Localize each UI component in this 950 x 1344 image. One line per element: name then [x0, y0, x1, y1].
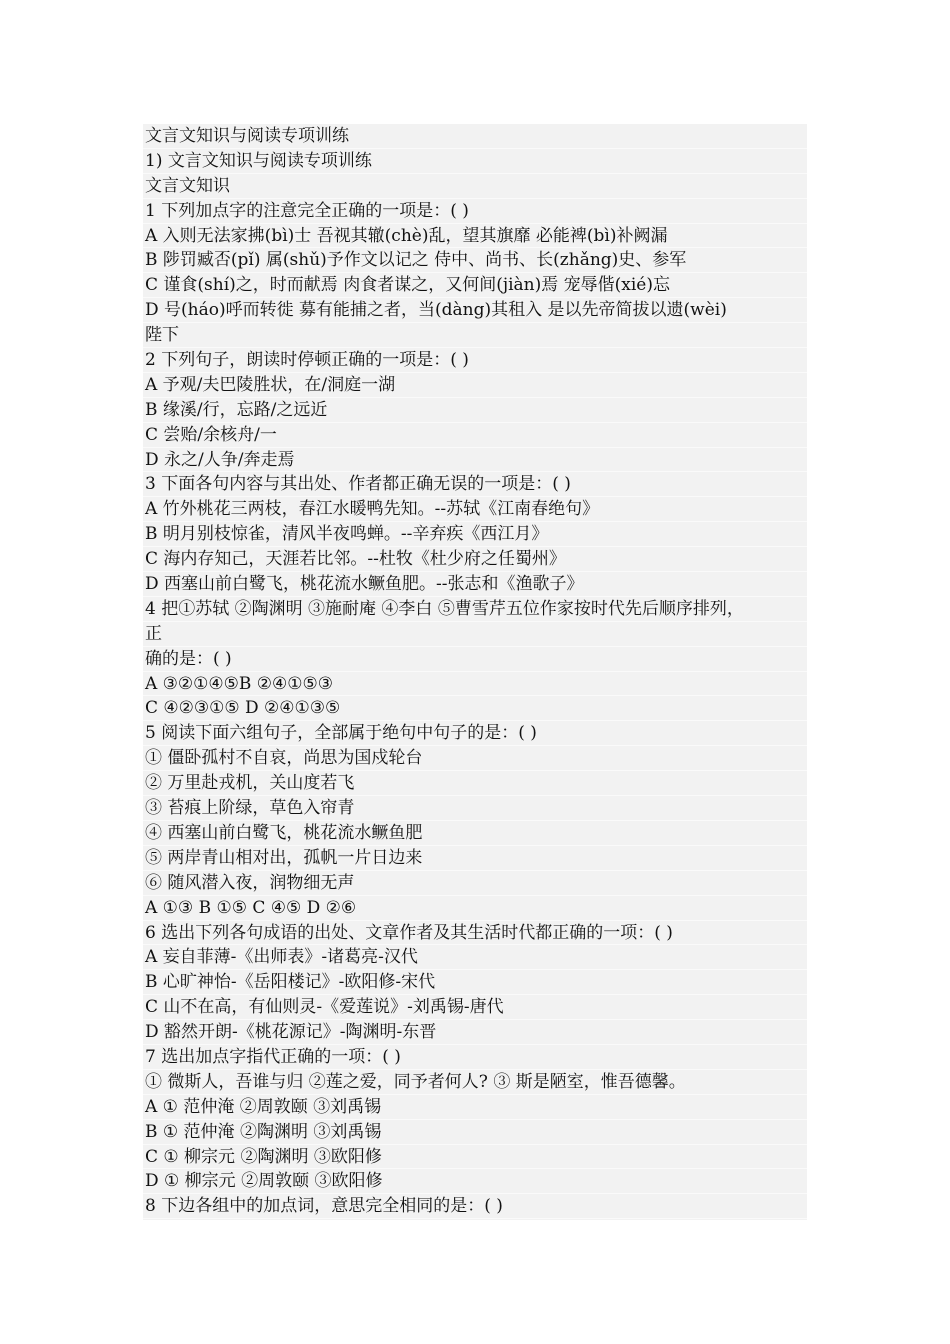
document-line: 2 下列句子，朗读时停顿正确的一项是：( ) [143, 348, 807, 373]
document-line: B 明月别枝惊雀，清风半夜鸣蝉。--辛弃疾《西江月》 [143, 522, 807, 547]
document-line: D 永之/人争/奔走焉 [143, 448, 807, 473]
document-line: 1) 文言文知识与阅读专项训练 [143, 149, 807, 174]
document-line: ① 微斯人，吾谁与归 ②莲之爱，同予者何人? ③ 斯是陋室，惟吾德馨。 [143, 1070, 807, 1095]
document-line: C 谨食(shí)之，时而献焉 肉食者谋之，又何间(jiàn)焉 宠辱偕(xié)忘 [143, 273, 807, 298]
document-line: 确的是：( ) [143, 647, 807, 672]
document-line: B 心旷神怡-《岳阳楼记》-欧阳修-宋代 [143, 970, 807, 995]
document-line: 1 下列加点字的注意完全正确的一项是：( ) [143, 199, 807, 224]
document-line: 6 选出下列各句成语的出处、文章作者及其生活时代都正确的一项：( ) [143, 921, 807, 946]
document-line: C 山不在高，有仙则灵-《爱莲说》-刘禹锡-唐代 [143, 995, 807, 1020]
document-line: B 陟罚臧否(pǐ) 属(shǔ)予作文以记之 侍中、尚书、长(zhǎng)史、参军 [143, 248, 807, 273]
document-line: ① 僵卧孤村不自哀，尚思为国戍轮台 [143, 746, 807, 771]
document-text-block [143, 124, 807, 1220]
document-line: C 海内存知己，天涯若比邻。--杜牧《杜少府之任蜀州》 [143, 547, 807, 572]
document-line: ② 万里赴戎机，关山度若飞 [143, 771, 807, 796]
document-line: ⑥ 随风潜入夜，润物细无声 [143, 871, 807, 896]
document-line: A 入则无法家拂(bì)士 吾视其辙(chè)乱，望其旗靡 必能裨(bì)补阙漏 [143, 224, 807, 249]
document-line: 陛下 [143, 323, 807, 348]
document-line: C ④②③①⑤ D ②④①③⑤ [143, 696, 807, 721]
document-line: D 豁然开朗-《桃花源记》-陶渊明-东晋 [143, 1020, 807, 1045]
document-line: ⑤ 两岸青山相对出，孤帆一片日边来 [143, 846, 807, 871]
document-line: C 尝贻/余核舟/一 [143, 423, 807, 448]
document-line: 正 [143, 622, 807, 647]
document-line: A ③②①④⑤B ②④①⑤③ [143, 672, 807, 697]
document-line: A 竹外桃花三两枝，春江水暖鸭先知。--苏轼《江南春绝句》 [143, 497, 807, 522]
document-line: A ① 范仲淹 ②周敦颐 ③刘禹锡 [143, 1095, 807, 1120]
document-line: ③ 苔痕上阶绿，草色入帘青 [143, 796, 807, 821]
document-line: 8 下边各组中的加点词，意思完全相同的是：( ) [143, 1194, 807, 1219]
document-line: A 予观/夫巴陵胜状，在/洞庭一湖 [143, 373, 807, 398]
document-line: 3 下面各句内容与其出处、作者都正确无误的一项是：( ) [143, 472, 807, 497]
document-line: D 号(háo)呼而转徙 募有能捕之者，当(dàng)其租入 是以先帝简拔以遗(wèi) [143, 298, 807, 323]
document-line: 5 阅读下面六组句子，全部属于绝句中句子的是：( ) [143, 721, 807, 746]
document-line: 文言文知识 [143, 174, 807, 199]
document-line: A ①③ B ①⑤ C ④⑤ D ②⑥ [143, 896, 807, 921]
document-line: 4 把①苏轼 ②陶渊明 ③施耐庵 ④李白 ⑤曹雪芹五位作家按时代先后顺序排列， [143, 597, 807, 622]
document-line: B 缘溪/行，忘路/之远近 [143, 398, 807, 423]
document-line: A 妄自菲薄-《出师表》-诸葛亮-汉代 [143, 945, 807, 970]
document-line: B ① 范仲淹 ②陶渊明 ③刘禹锡 [143, 1120, 807, 1145]
document-line: D 西塞山前白鹭飞，桃花流水鳜鱼肥。--张志和《渔歌子》 [143, 572, 807, 597]
document-line: C ① 柳宗元 ②陶渊明 ③欧阳修 [143, 1145, 807, 1170]
document-line: 文言文知识与阅读专项训练 [143, 124, 807, 149]
document-line: D ① 柳宗元 ②周敦颐 ③欧阳修 [143, 1169, 807, 1194]
document-line: ④ 西塞山前白鹭飞，桃花流水鳜鱼肥 [143, 821, 807, 846]
document-line: 7 选出加点字指代正确的一项：( ) [143, 1045, 807, 1070]
